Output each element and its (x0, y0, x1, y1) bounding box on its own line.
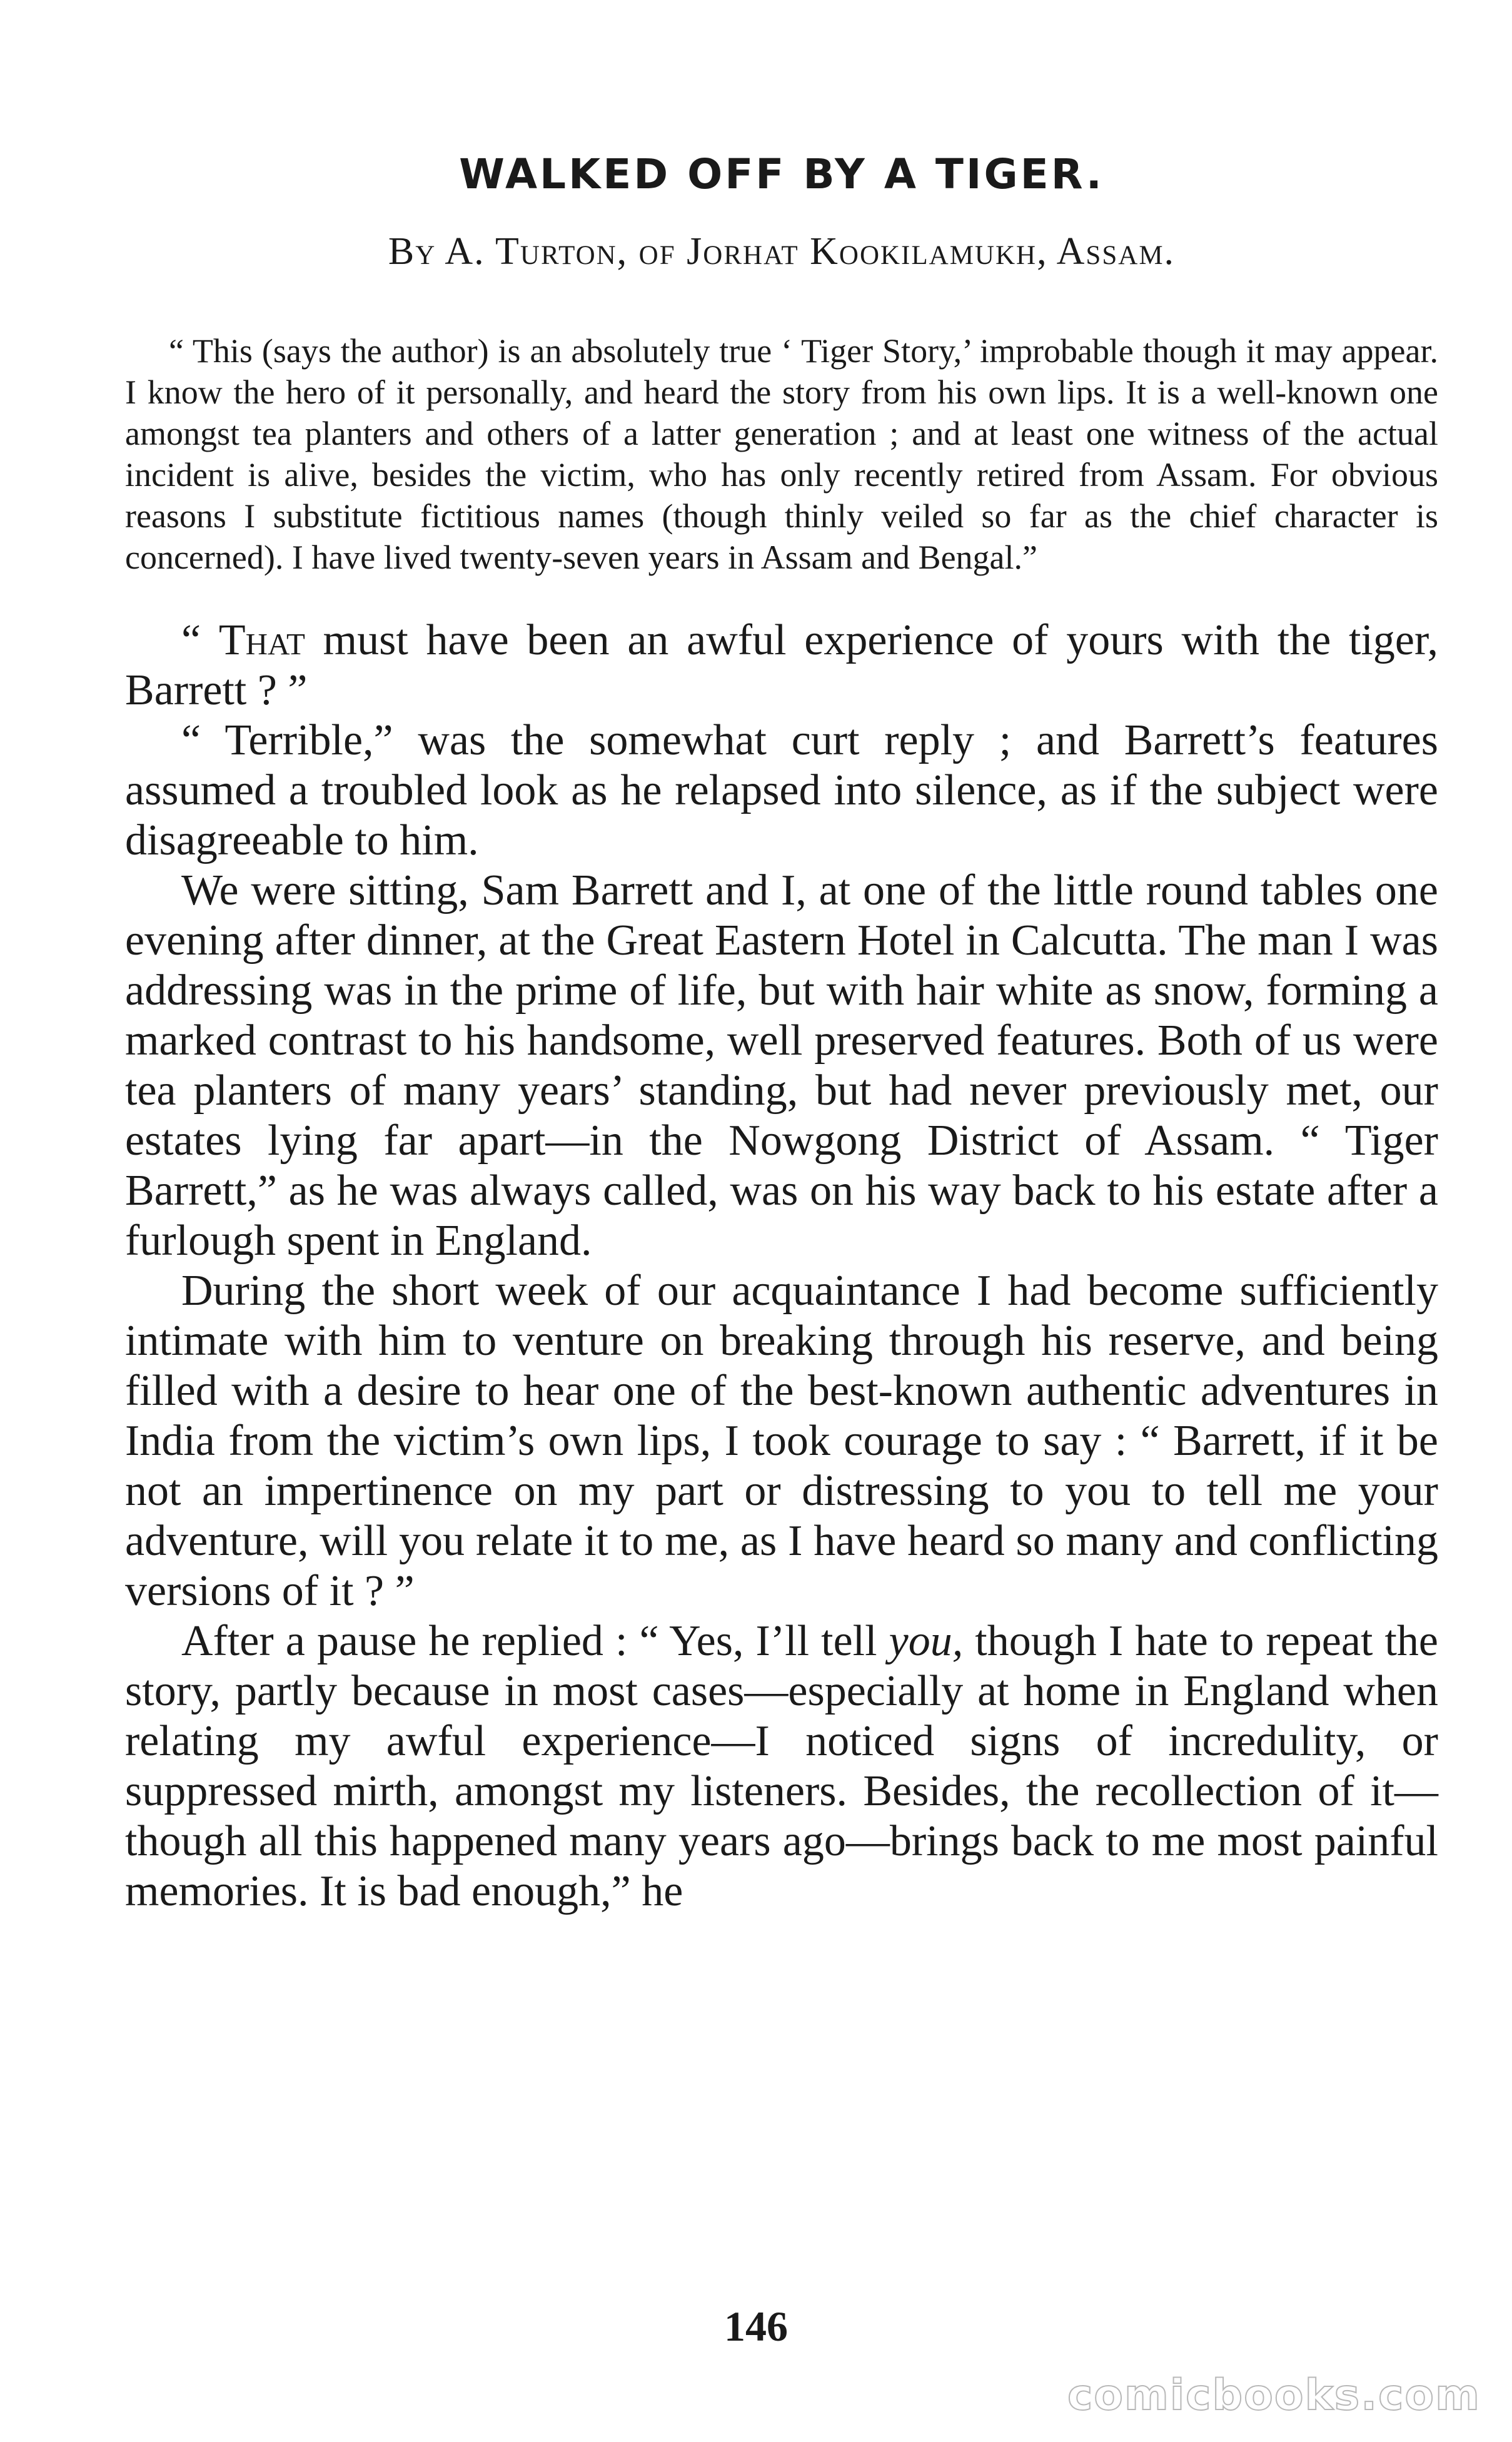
paragraph-1-text: must have been an awful experience of yours with the tiger, Barrett ? ” (125, 616, 1438, 714)
opening-word: That (218, 616, 305, 664)
paragraph-3: We were sitting, Sam Barrett and I, at one of the little round tables one evening after dinner, at the Great Eastern Hotel in Calcutta. The man I was addressing was in the prime of life, but with hair white as snow, forming a marked contrast to his handsome, well preserved features. Both of us were tea planters of many years’ standing, but had never previously met, our estates lying far apart—in the Nowgong District of Assam. “ Tiger Barrett,” as he was always called, was on his way back to his estate after a furlough spent in England. (125, 866, 1438, 1265)
story-title: WALKED OFF BY A TIGER. (459, 150, 1104, 198)
paragraph-5-end: though I hate to repeat the story, partly because in most cases—especially at home in England when relating my awful experience—I noticed signs of incredulity, or suppressed mirth, amongst my listeners. Besides, the recollection of it—though all this happened many years ago—brings back to me most painful memories. It is bad enough,” he (125, 1617, 1438, 1915)
watermark-logo: comicbooks.com (1067, 2371, 1481, 2420)
page-number: 146 (724, 2303, 788, 2350)
author-byline: By A. Turton, of Jorhat Kookilamukh, Assam. (388, 230, 1176, 273)
story-body (125, 616, 1438, 1917)
emphasis-you: you, (889, 1617, 964, 1665)
page-content (125, 150, 1438, 1917)
opening-quote: “ (181, 616, 219, 664)
paragraph-5-start: After a pause he replied : “ Yes, I’ll tell (181, 1617, 889, 1665)
paragraph-5 (125, 1616, 1438, 1917)
paragraph-4: During the short week of our acquaintance I had become sufficiently intimate with him to venture on breaking through his reserve, and being filled with a desire to hear one of the best-known authentic adventures in India from the victim’s own lips, I took courage to say : “ Barrett, if it be not an impertinence on my part or distressing to you to tell me your adventure, will you relate it to me, as I have heard so many and conflicting versions of it ? ” (125, 1267, 1438, 1615)
paragraph-1 (125, 616, 1438, 716)
author-note: “ This (says the author) is an absolutely true ‘ Tiger Story,’ improbable though it may appear. I know the hero of it personally, and heard the story from his own lips. It is a well-known one amongst tea planters and others of a latter generation ; and at least one witness of the actual incident is alive, besides the victim, who has only recently retired from Assam. For obvious reasons I substitute fictitious names (though thinly veiled so far as the chief character is concerned). I have lived twenty-seven years in Assam and Bengal.” (125, 332, 1438, 576)
paragraph-2: “ Terrible,” was the somewhat curt reply ; and Barrett’s features assumed a troubled look as he relapsed into silence, as if the subject were disagreeable to him. (125, 716, 1438, 864)
